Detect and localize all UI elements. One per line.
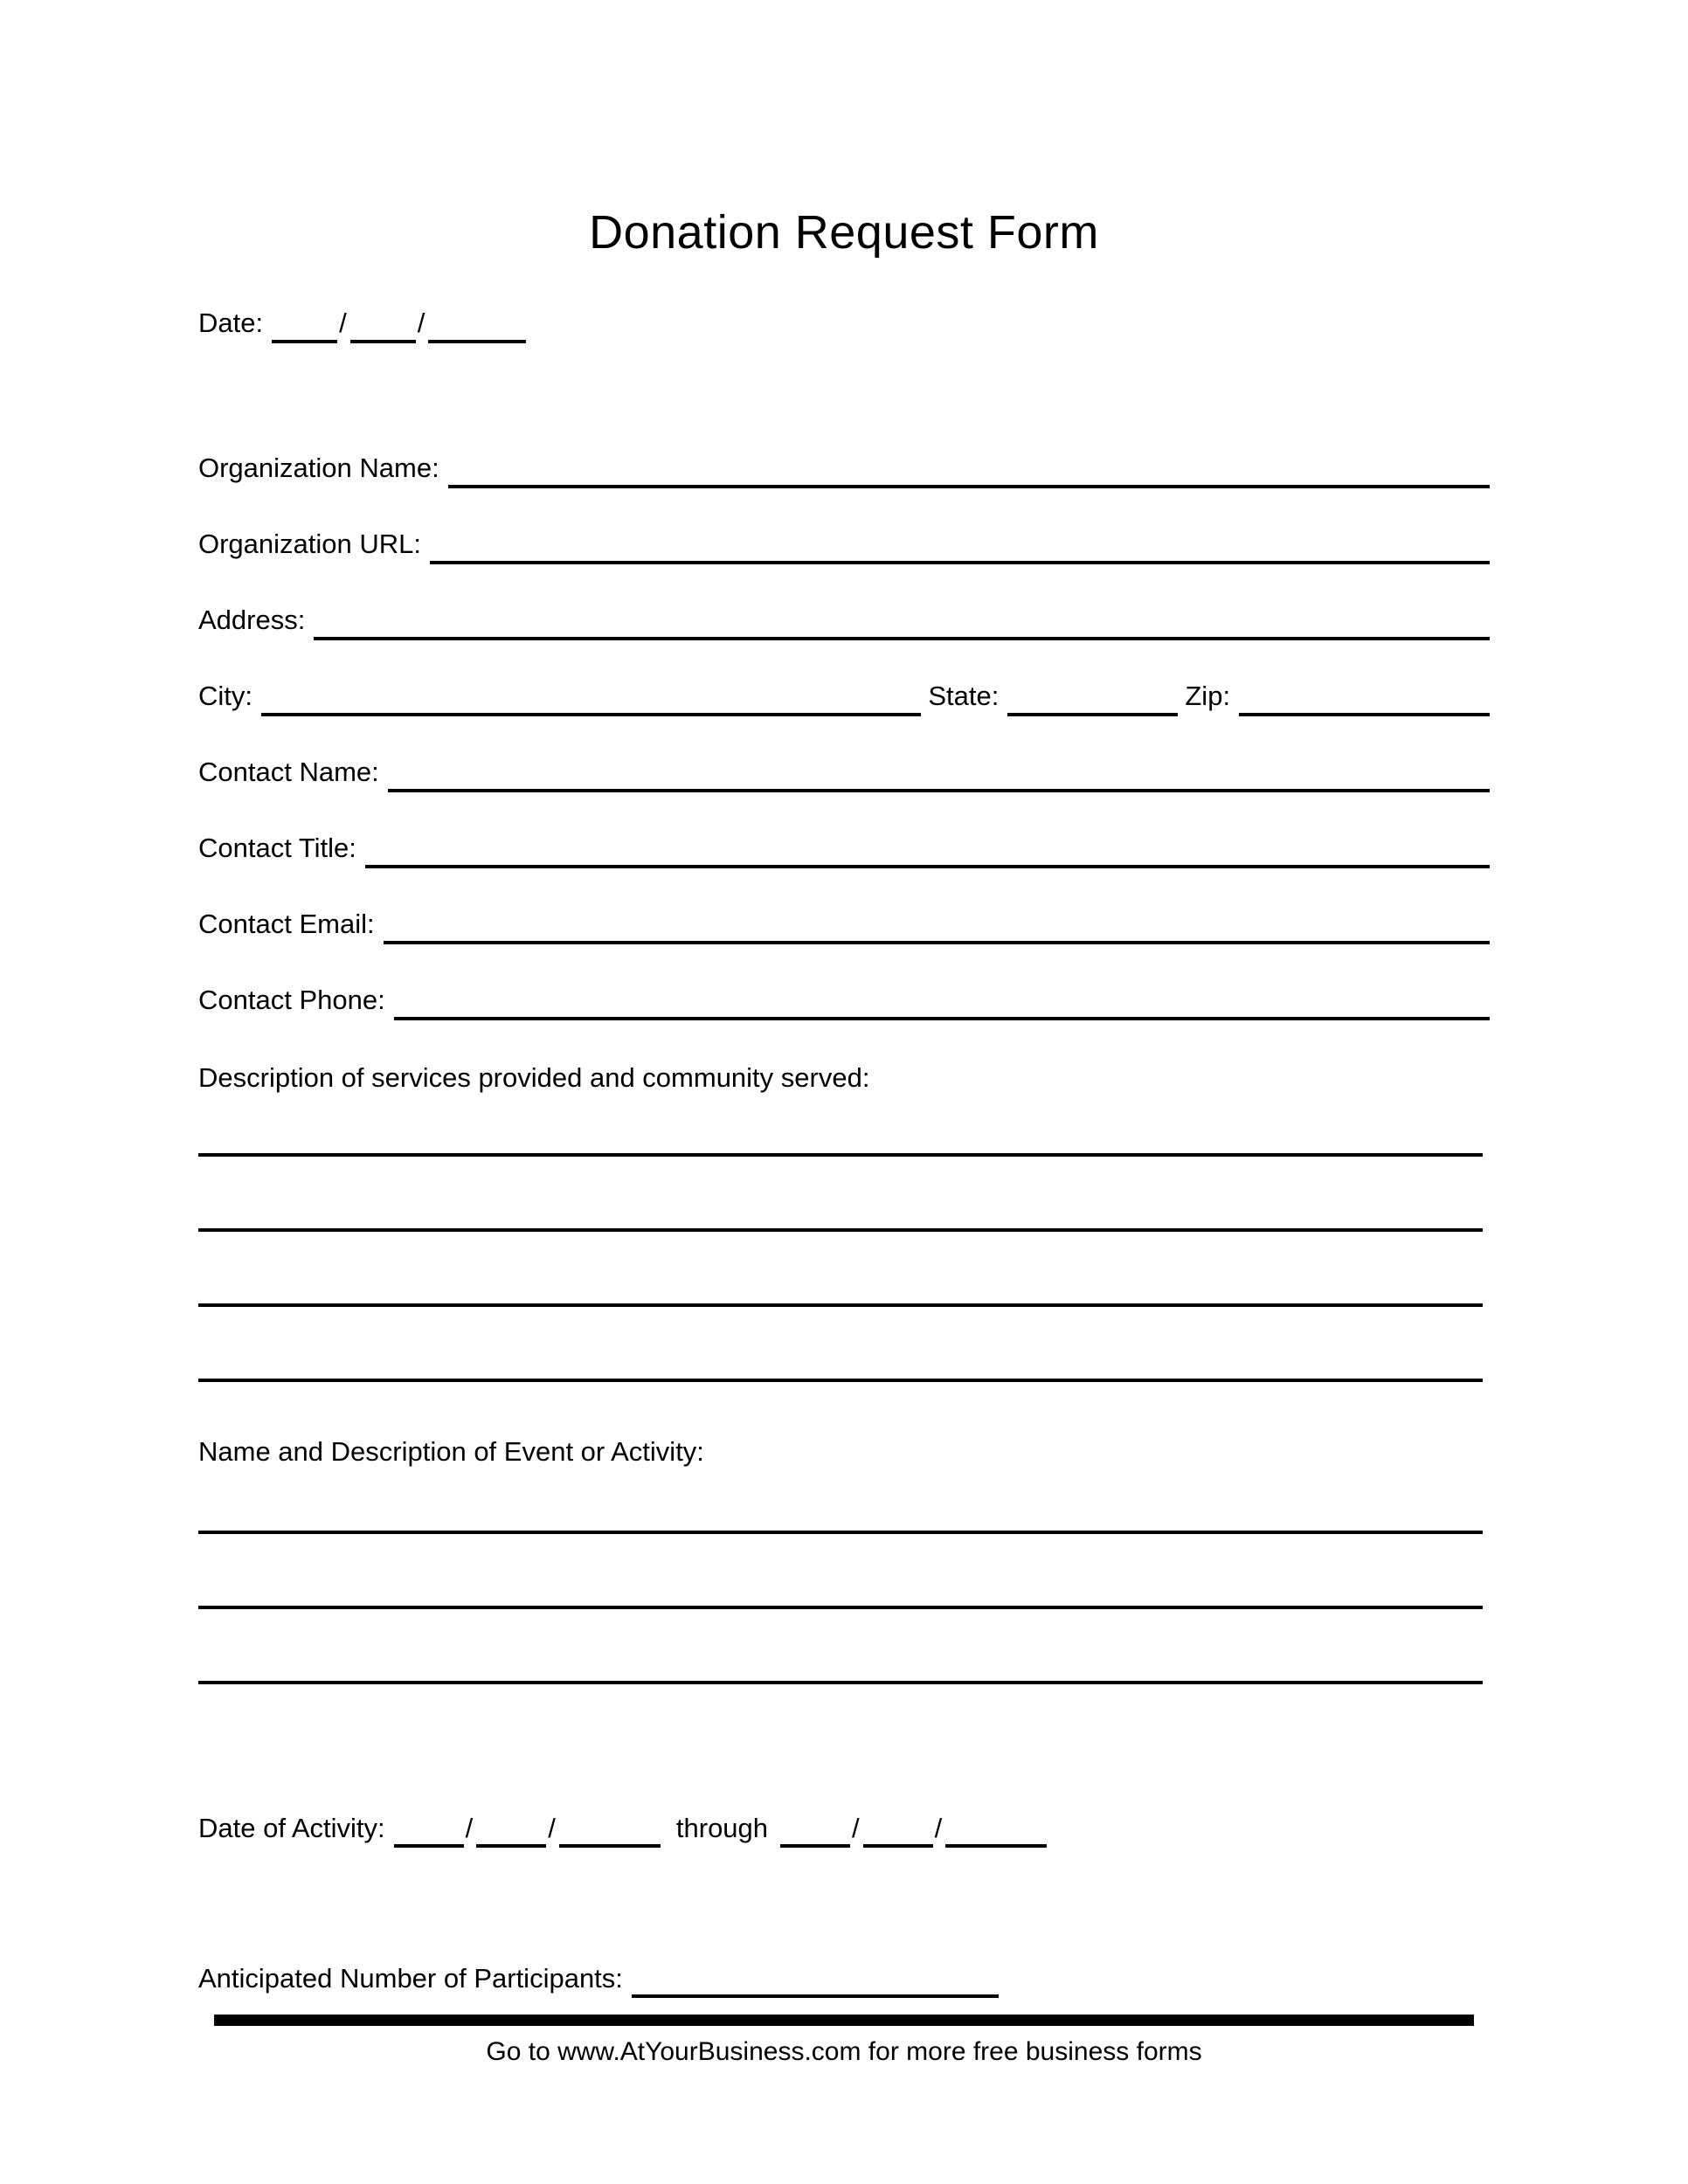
participants-input-line[interactable]: [632, 1965, 999, 1998]
city-label: City:: [198, 681, 253, 712]
state-label: State:: [928, 681, 1000, 712]
contact-title-input-line[interactable]: [365, 835, 1490, 868]
zip-input-line[interactable]: [1239, 683, 1490, 716]
event-description-line-2[interactable]: [198, 1606, 1483, 1609]
field-contact-name: [198, 754, 1490, 792]
org-url-label: Organization URL:: [198, 529, 422, 560]
field-date-of-activity: [198, 1809, 1490, 1848]
services-description-line-4[interactable]: [198, 1379, 1483, 1382]
field-contact-title: [198, 830, 1490, 868]
services-description-line-2[interactable]: [198, 1228, 1483, 1232]
address-input-line[interactable]: [314, 607, 1490, 640]
contact-name-input-line[interactable]: [388, 759, 1490, 792]
date-day-line[interactable]: [350, 310, 416, 343]
city-input-line[interactable]: [261, 683, 921, 716]
field-date: [198, 305, 1490, 343]
date-month-line[interactable]: [272, 310, 337, 343]
page-title: Donation Request Form: [589, 206, 1099, 259]
slash-separator: /: [548, 1812, 556, 1843]
activity-start-year-line[interactable]: [559, 1814, 661, 1848]
org-name-input-line[interactable]: [448, 455, 1490, 488]
activity-end-month-line[interactable]: [780, 1814, 850, 1848]
slash-separator: /: [417, 308, 425, 339]
activity-start-day-line[interactable]: [476, 1814, 546, 1848]
slash-separator: /: [465, 1812, 474, 1843]
date-label: Date:: [198, 308, 264, 339]
activity-end-day-line[interactable]: [863, 1814, 933, 1848]
state-input-line[interactable]: [1007, 683, 1178, 716]
field-address: [198, 602, 1490, 640]
address-label: Address:: [198, 605, 306, 636]
field-contact-email: [198, 906, 1490, 944]
contact-email-input-line[interactable]: [384, 911, 1490, 944]
org-url-input-line[interactable]: [430, 531, 1490, 564]
zip-label: Zip:: [1185, 681, 1231, 712]
footer-text: Go to www.AtYourBusiness.com for more free business forms: [486, 2036, 1202, 2066]
field-contact-phone: [198, 982, 1490, 1020]
activity-start-month-line[interactable]: [394, 1814, 464, 1848]
event-description-label: Name and Description of Event or Activity:: [198, 1435, 704, 1467]
services-description-line-3[interactable]: [198, 1303, 1483, 1307]
contact-title-label: Contact Title:: [198, 833, 356, 864]
event-description-line-1[interactable]: [198, 1531, 1483, 1534]
contact-phone-label: Contact Phone:: [198, 985, 385, 1016]
field-participants: [198, 1959, 1490, 1998]
contact-name-label: Contact Name:: [198, 757, 379, 788]
slash-separator: /: [852, 1812, 860, 1843]
slash-separator: /: [339, 308, 347, 339]
date-year-line[interactable]: [428, 310, 526, 343]
field-org-url: [198, 526, 1490, 564]
participants-label: Anticipated Number of Participants:: [198, 1962, 623, 1994]
date-of-activity-label: Date of Activity:: [198, 1812, 385, 1843]
through-label: through: [675, 1812, 769, 1843]
event-description-line-3[interactable]: [198, 1681, 1483, 1684]
field-org-name: [198, 450, 1490, 488]
services-description-label: Description of services provided and community served:: [198, 1061, 870, 1093]
footer-divider-bar: [214, 2015, 1474, 2026]
field-city-state-zip: [198, 678, 1490, 716]
slash-separator: /: [934, 1812, 943, 1843]
contact-phone-input-line[interactable]: [394, 987, 1490, 1020]
org-name-label: Organization Name:: [198, 453, 439, 484]
services-description-line-1[interactable]: [198, 1153, 1483, 1157]
activity-end-year-line[interactable]: [945, 1814, 1047, 1848]
contact-email-label: Contact Email:: [198, 909, 375, 940]
